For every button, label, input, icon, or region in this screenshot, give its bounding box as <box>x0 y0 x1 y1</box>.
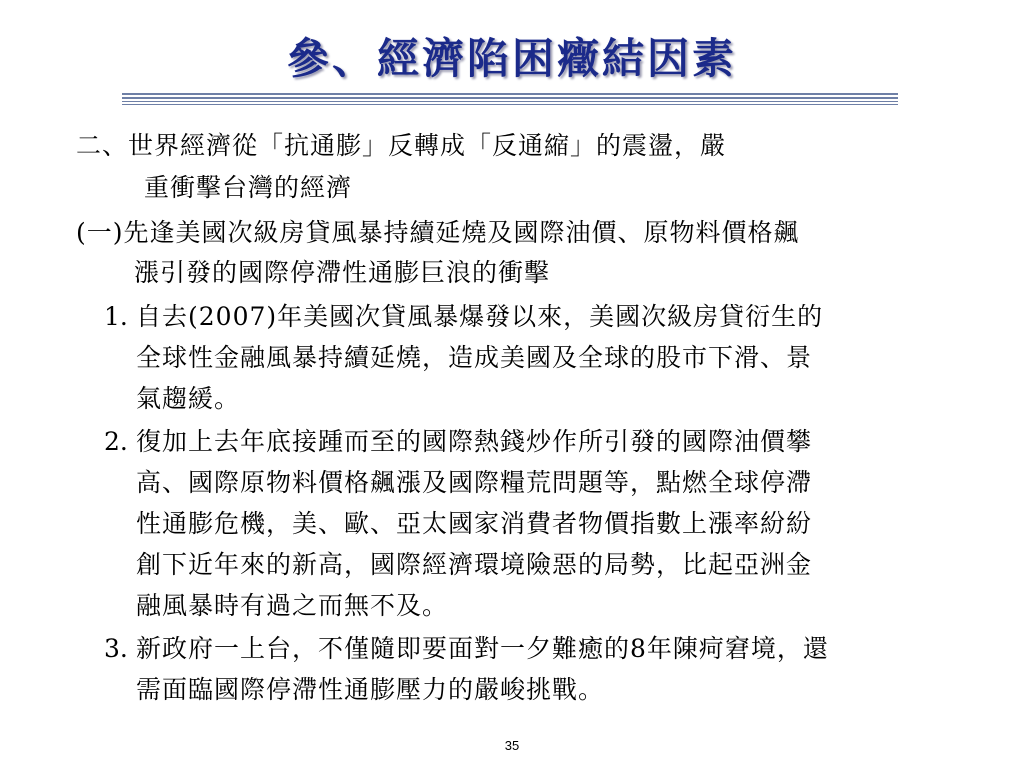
section-heading-line: 重衝擊台灣的經濟 <box>144 173 353 202</box>
title-underline <box>122 93 898 95</box>
item-text-line: 新政府一上台，不僅隨即要面對一夕難癒的8年陳疴窘境，還 <box>136 634 829 663</box>
item-text-line: 融風暴時有過之而無不及。 <box>136 591 449 620</box>
item-text-line: 全球性金融風暴持續延燒，造成美國及全球的股市下滑、景 <box>136 343 813 372</box>
item-text-line: 高、國際原物料價格飆漲及國際糧荒問題等，點燃全球停滯 <box>136 468 813 497</box>
item-text-line: 復加上去年底接踵而至的國際熱錢炒作所引發的國際油價攀 <box>136 427 813 456</box>
subsection-heading-line: (一)先逢美國次級房貸風暴持續延燒及國際油價、原物料價格飆 <box>76 218 800 247</box>
item-number: 3. <box>104 634 128 663</box>
item-text-line: 自去(2007)年美國次貸風暴爆發以來，美國次級房貸衍生的 <box>136 302 824 331</box>
item-text-line: 需面臨國際停滯性通膨壓力的嚴峻挑戰。 <box>136 675 605 704</box>
title-underline <box>122 101 898 102</box>
title-underline <box>122 104 898 105</box>
item-text-line: 創下近年來的新高，國際經濟環境險惡的局勢，比起亞洲金 <box>136 550 813 579</box>
section-heading-line: 二、世界經濟從「抗通膨」反轉成「反通縮」的震盪，嚴 <box>76 131 727 160</box>
page-number: 35 <box>504 738 520 753</box>
item-number: 1. <box>104 302 128 331</box>
title-underline <box>122 97 898 99</box>
item-text-line: 性通膨危機，美、歐、亞太國家消費者物價指數上漲率紛紛 <box>136 509 813 538</box>
subsection-heading-line: 漲引發的國際停滯性通膨巨浪的衝擊 <box>134 258 551 287</box>
item-number: 2. <box>104 427 128 456</box>
slide-title: 參、經濟陷困癥結因素 <box>286 34 737 83</box>
item-text-line: 氣趨緩。 <box>136 384 241 413</box>
